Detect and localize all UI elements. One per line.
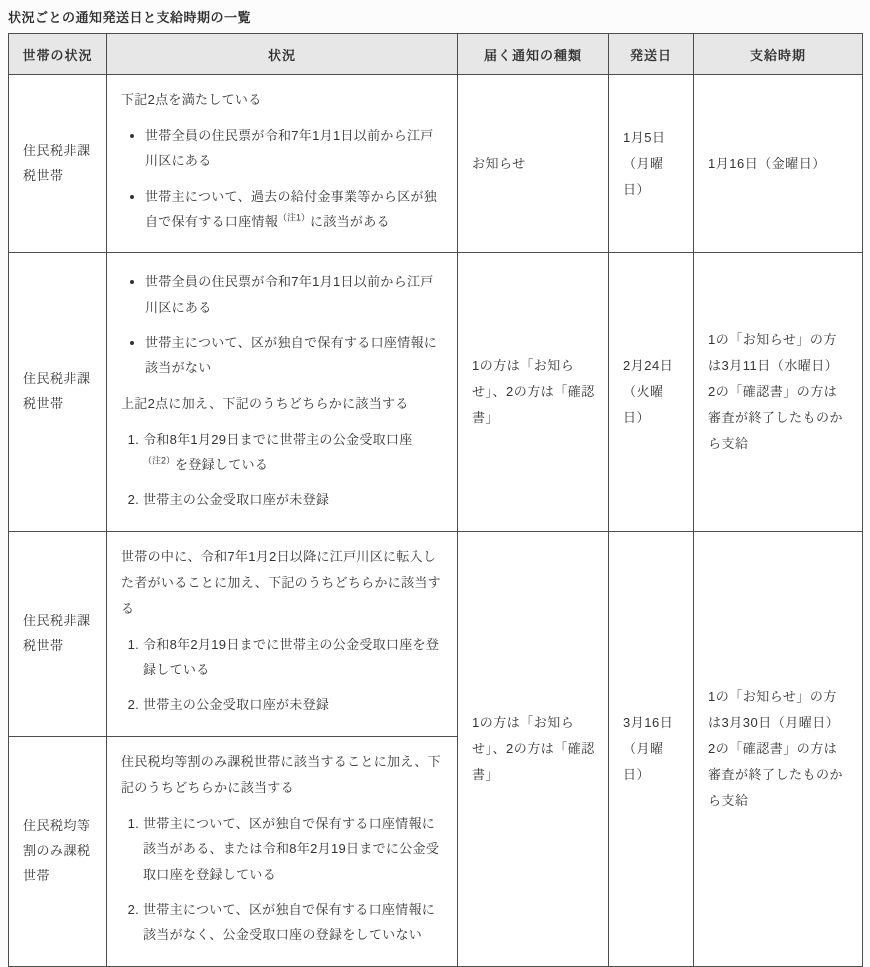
table-row	[9, 253, 863, 531]
text-line: 1の「お知らせ」の方は3月30日（月曜日）	[708, 688, 840, 730]
situation-list	[121, 632, 443, 718]
payment-period-cell	[694, 531, 863, 966]
table-row	[9, 75, 863, 253]
footnote-reference: （注1）	[278, 212, 311, 223]
column-header: 世帯の状況	[9, 34, 107, 75]
column-header: 支給時期	[694, 34, 863, 75]
situation-item: 2. 世帯主について、区が独自で保有する口座情報に該当がなく、公金受取口座の登録をしていない	[143, 897, 443, 948]
dispatch-date-cell	[609, 75, 694, 253]
schedule-table-header	[9, 34, 863, 75]
text-line: 3月16日（月曜日）	[623, 714, 674, 782]
dispatch-date-cell	[609, 253, 694, 531]
text-line: 1の方は「お知らせ」、2の方は「確認書」	[472, 714, 595, 782]
text-line: 1月16日（金曜日）	[708, 155, 826, 171]
notice-type-cell	[458, 75, 609, 253]
situation-cell	[107, 253, 458, 531]
page-title: 状況ごとの通知発送日と支給時期の一覧	[8, 10, 252, 25]
footnote-reference: （注2）	[143, 455, 176, 466]
situation-list	[121, 427, 443, 513]
household-status-cell: 住民税非課税世帯	[9, 253, 107, 531]
column-header: 発送日	[609, 34, 694, 75]
schedule-table-body	[9, 75, 863, 967]
column-header: 状況	[107, 34, 458, 75]
situation-item: 2. 世帯主の公金受取口座が未登録	[143, 487, 443, 512]
household-status-cell: 住民税非課税世帯	[9, 531, 107, 736]
situation-item: • 世帯全員の住民票が令和7年1月1日以前から江戸川区にある	[145, 123, 443, 174]
text-line: お知らせ	[472, 155, 526, 171]
payment-period-cell	[694, 253, 863, 531]
payment-period-cell	[694, 75, 863, 253]
text-line: 2の「確認書」の方は審査が終了したものから支給	[708, 740, 844, 808]
situation-cell	[107, 736, 458, 966]
situation-paragraph: 世帯の中に、令和7年1月2日以降に江戸川区に転入した者がいることに加え、下記のうちどちらかに該当する	[121, 548, 441, 616]
situation-cell	[107, 531, 458, 736]
household-status-cell: 住民税非課税世帯	[9, 75, 107, 253]
table-row	[9, 531, 863, 736]
situation-list	[121, 269, 443, 380]
dispatch-date-cell	[609, 531, 694, 966]
column-header: 届く通知の種類	[458, 34, 609, 75]
schedule-table	[8, 33, 863, 967]
notice-type-cell	[458, 253, 609, 531]
header-row	[9, 34, 863, 75]
situation-item: • 世帯主について、区が独自で保有する口座情報に該当がない	[145, 330, 443, 381]
situation-item: • 世帯主について、過去の給付金事業等から区が独自で保有する口座情報$^{(注1)}$に該当がある	[145, 184, 443, 235]
situation-list	[121, 123, 443, 234]
situation-item: 1. 世帯主について、区が独自で保有する口座情報に該当がある、または令和8年2月19日までに公金受取口座を登録している	[143, 811, 443, 887]
situation-cell	[107, 75, 458, 253]
text-line: 1の方は「お知らせ」、2の方は「確認書」	[472, 358, 595, 426]
situation-item: 2. 世帯主の公金受取口座が未登録	[143, 692, 443, 717]
text-line: 1月5日（月曜日）	[623, 129, 666, 197]
situation-paragraph: 住民税均等割のみ課税世帯に該当することに加え、下記のうちどちらかに該当する	[121, 753, 441, 795]
situation-item: 1. 令和8年1月29日までに世帯主の公金受取口座$^{(注2)}$を登録している	[143, 427, 443, 478]
situation-paragraph: 上記2点に加え、下記のうちどちらかに該当する	[121, 395, 409, 411]
household-status-cell: 住民税均等割のみ課税世帯	[9, 736, 107, 966]
text-line: 2月24日（火曜日）	[623, 358, 674, 426]
situation-item: • 世帯全員の住民票が令和7年1月1日以前から江戸川区にある	[145, 269, 443, 320]
text-line: 2の「確認書」の方は審査が終了したものから支給	[708, 384, 844, 452]
situation-paragraph: 下記2点を満たしている	[121, 92, 262, 107]
notice-type-cell	[458, 531, 609, 966]
text-line: 1の「お知らせ」の方は3月11日（水曜日）	[708, 332, 839, 374]
situation-item: 1. 令和8年2月19日までに世帯主の公金受取口座を登録している	[143, 632, 443, 683]
situation-list	[121, 811, 443, 948]
